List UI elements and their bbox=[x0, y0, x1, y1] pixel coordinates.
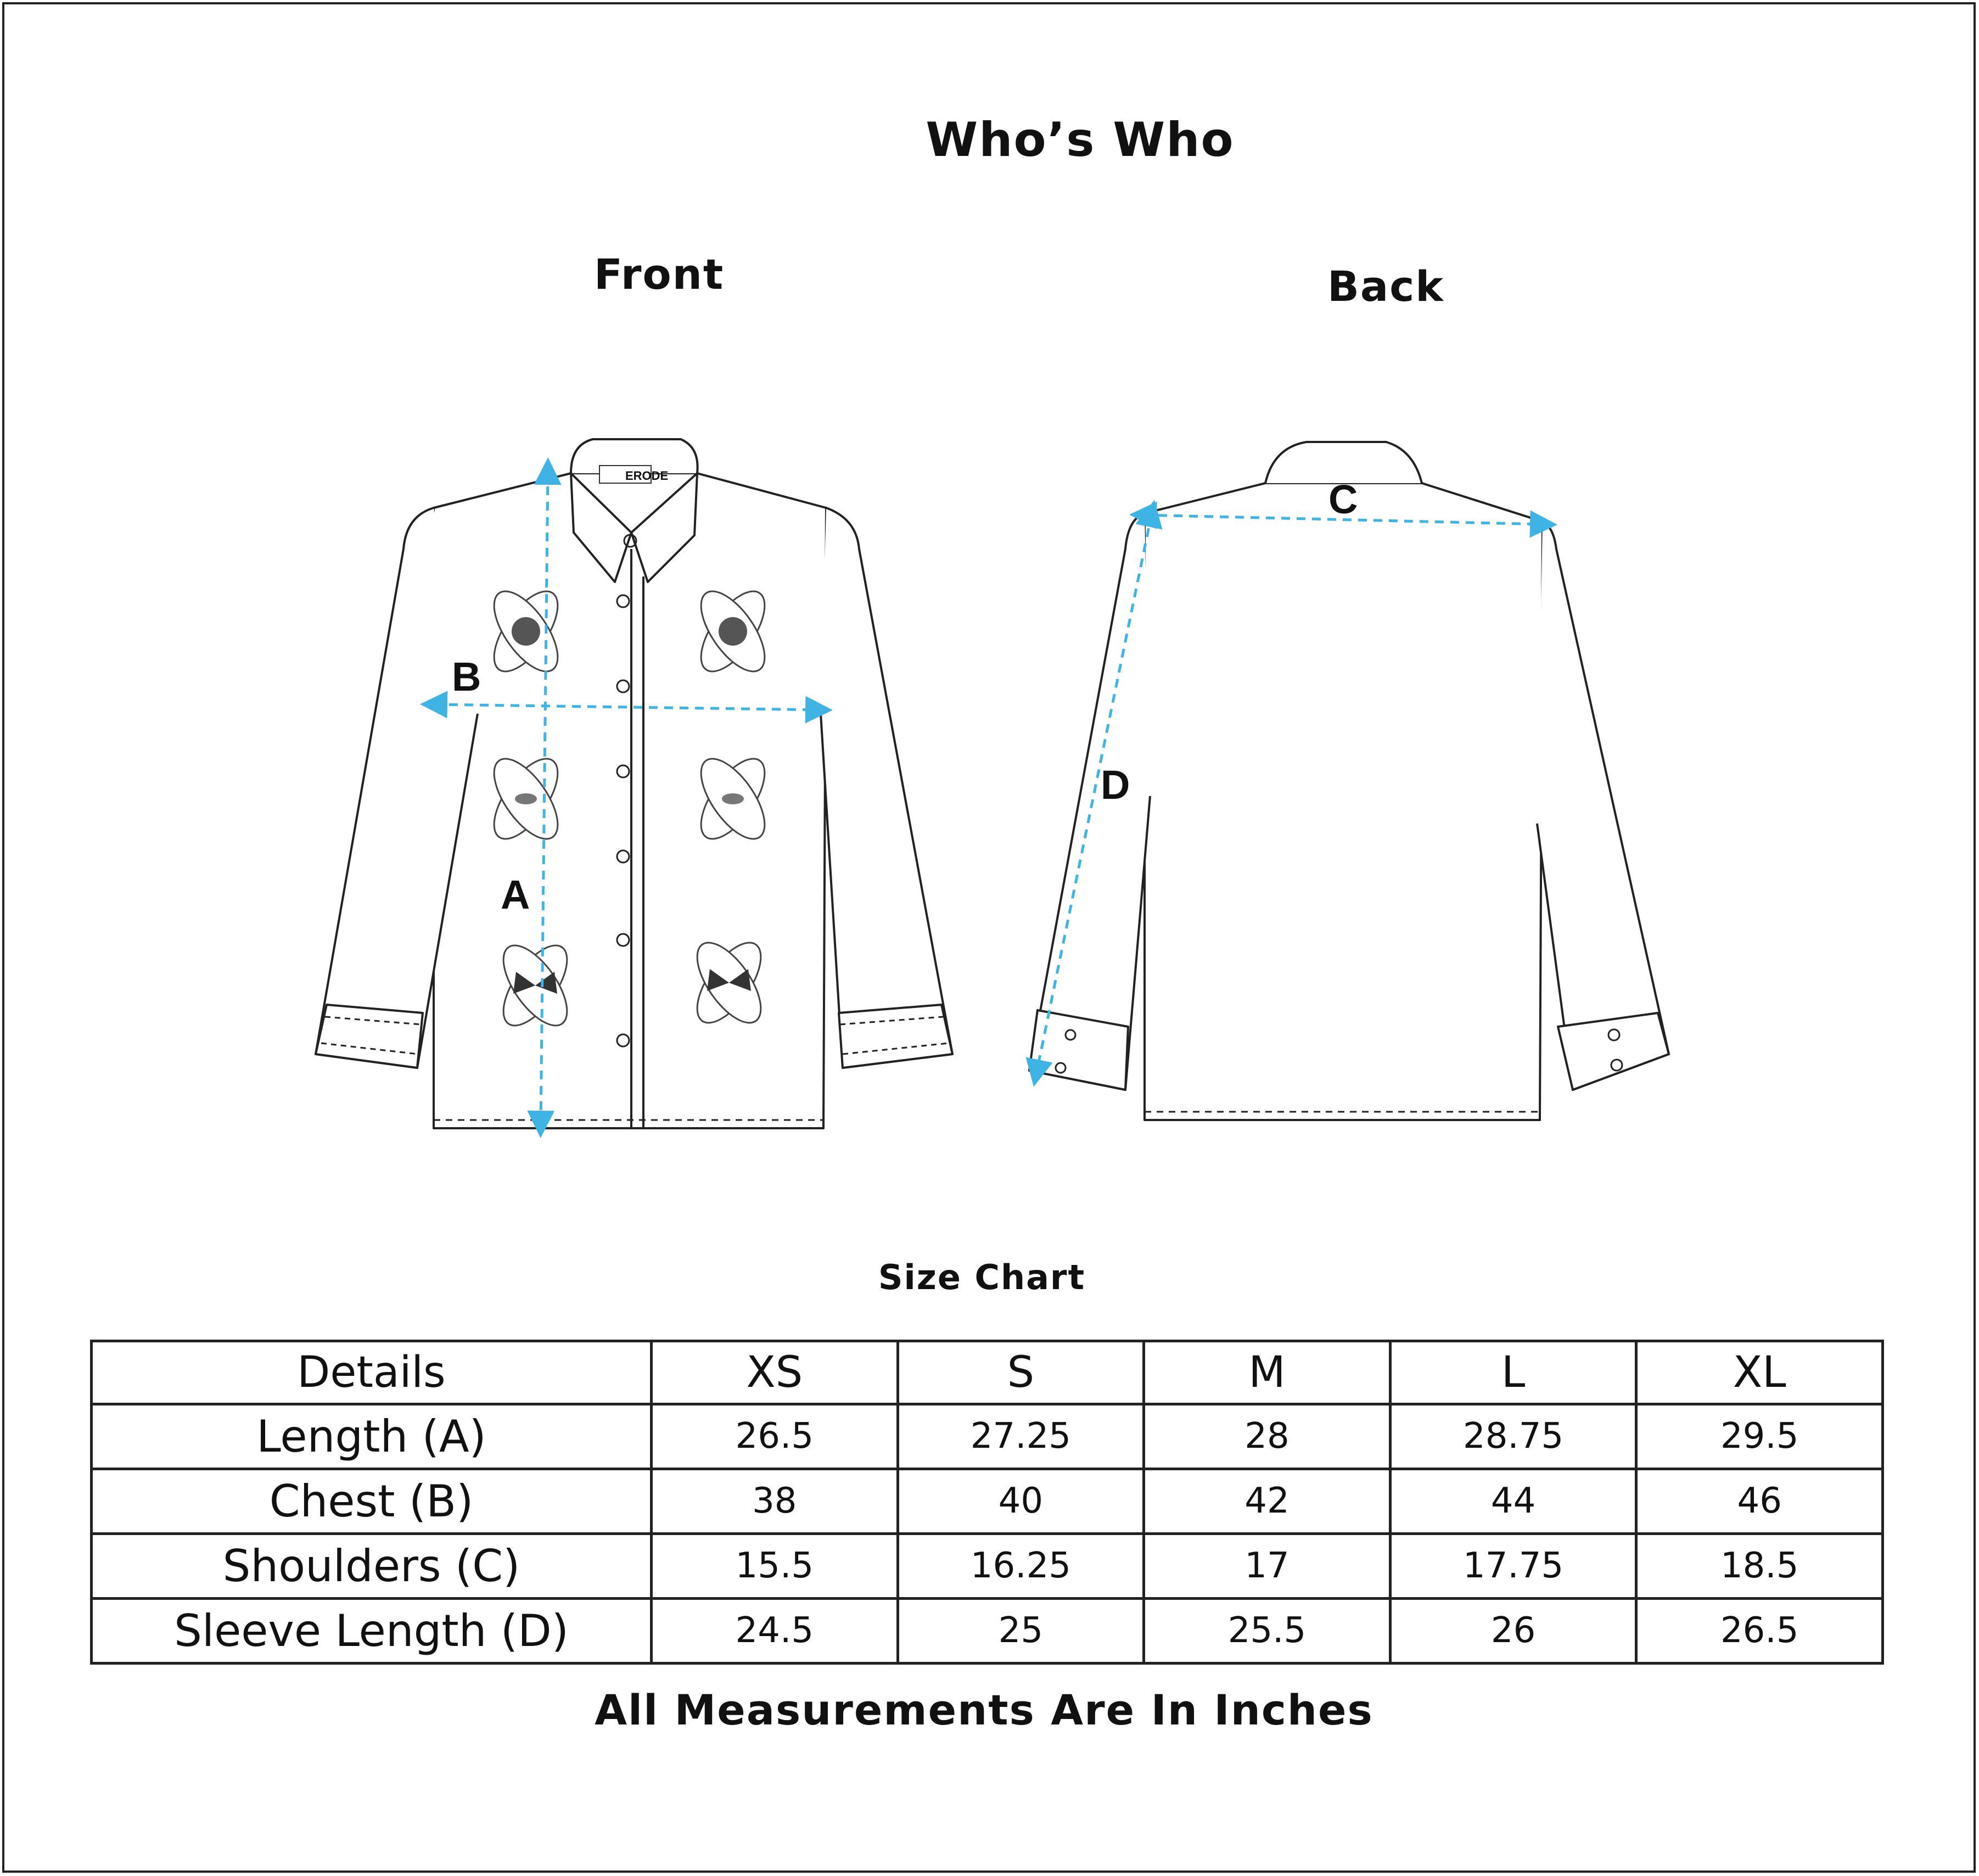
table-cell: 27.25 bbox=[898, 1404, 1144, 1469]
header-cell: Details bbox=[92, 1341, 652, 1404]
row-label: Chest (B) bbox=[92, 1469, 652, 1533]
table-cell: 18.5 bbox=[1636, 1533, 1883, 1598]
table-row bbox=[92, 1469, 1883, 1533]
eye-motif-left bbox=[515, 793, 537, 804]
marker-a: A bbox=[501, 872, 530, 917]
header-cell: XL bbox=[1636, 1341, 1883, 1404]
table-row bbox=[92, 1533, 1883, 1598]
row-label: Length (A) bbox=[92, 1404, 652, 1469]
table-cell: 40 bbox=[898, 1469, 1144, 1533]
table-row bbox=[92, 1598, 1883, 1663]
measurement-note: All Measurements Are In Inches bbox=[595, 1685, 1373, 1734]
table-cell: 26.5 bbox=[652, 1404, 898, 1469]
table-cell: 24.5 bbox=[652, 1598, 898, 1663]
table-row bbox=[92, 1404, 1883, 1469]
lotus-motif-left bbox=[512, 617, 540, 646]
table-cell: 26 bbox=[1390, 1598, 1636, 1663]
table-cell: 25.5 bbox=[1144, 1598, 1391, 1663]
marker-d: D bbox=[1101, 762, 1130, 808]
table-cell: 42 bbox=[1144, 1469, 1391, 1533]
table-header-row bbox=[92, 1341, 1883, 1404]
table-cell: 15.5 bbox=[652, 1533, 898, 1598]
table-cell: 29.5 bbox=[1636, 1404, 1883, 1469]
header-cell: L bbox=[1390, 1341, 1636, 1404]
front-shirt bbox=[316, 439, 952, 1128]
table-cell: 17.75 bbox=[1390, 1533, 1636, 1598]
table-cell: 28 bbox=[1144, 1404, 1391, 1469]
table-cell: 46 bbox=[1636, 1469, 1883, 1533]
size-chart-table bbox=[90, 1340, 1884, 1665]
table-cell: 16.25 bbox=[898, 1533, 1144, 1598]
lotus-motif-right bbox=[719, 617, 747, 646]
page-title: Who’s Who bbox=[926, 113, 1235, 167]
back-view-label: Back bbox=[1327, 262, 1444, 311]
marker-b: B bbox=[452, 654, 481, 699]
header-cell: M bbox=[1144, 1341, 1391, 1404]
table-cell: 38 bbox=[652, 1469, 898, 1533]
header-cell: XS bbox=[652, 1341, 898, 1404]
brand-tag-text: ERODE bbox=[625, 469, 669, 483]
row-label: Shoulders (C) bbox=[92, 1533, 652, 1598]
table-cell: 44 bbox=[1390, 1469, 1636, 1533]
table-cell: 17 bbox=[1144, 1533, 1391, 1598]
table-cell: 26.5 bbox=[1636, 1598, 1883, 1663]
eye-motif-right bbox=[722, 793, 744, 804]
row-label: Sleeve Length (D) bbox=[92, 1598, 652, 1663]
table-cell: 28.75 bbox=[1390, 1404, 1636, 1469]
size-chart-caption: Size Chart bbox=[878, 1257, 1086, 1297]
marker-c: C bbox=[1328, 477, 1358, 522]
table-cell: 25 bbox=[898, 1598, 1144, 1663]
header-cell: S bbox=[898, 1341, 1144, 1404]
front-view-label: Front bbox=[594, 250, 725, 299]
